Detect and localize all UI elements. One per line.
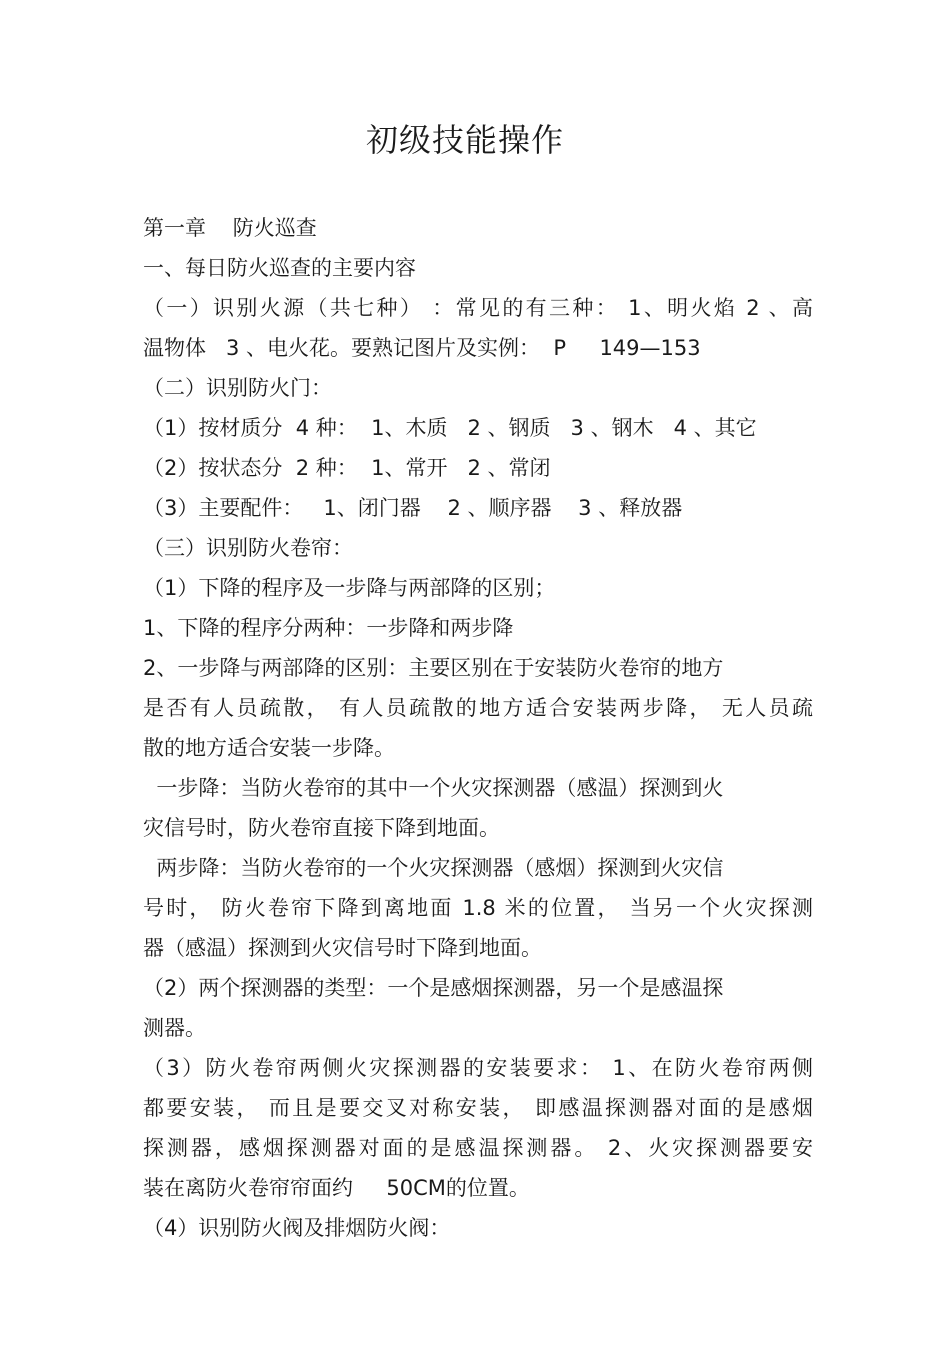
text-line: 温物体 3 、电火花。要熟记图片及实例： P 149—153 [143,336,701,360]
text-line: （1）下降的程序及一步降与两部降的区别； [143,576,556,600]
text-line: 一、每日防火巡查的主要内容 [143,256,416,280]
document-title: 初级技能操作 [365,121,564,159]
text-line: 器（感温）探测到火灾信号时下降到地面。 [143,936,542,960]
text-line: 一步降：当防火卷帘的其中一个火灾探测器（感温）探测到火 [143,776,724,800]
text-line: 灾信号时，防火卷帘直接下降到地面。 [143,816,500,840]
text-line: 号时， 防火卷帘下降到离地面 1.8 米的位置， 当另一个火灾探测 [143,896,813,920]
document-body [143,208,813,1248]
text-line: 测器。 [143,1016,206,1040]
text-line: 2、一步降与两部降的区别：主要区别在于安装防火卷帘的地方 [143,656,724,680]
text-line: （2）两个探测器的类型：一个是感烟探测器，另一个是感温探 [143,976,724,1000]
text-line: 装在离防火卷帘帘面约 50CM的位置。 [143,1176,530,1200]
text-line: 第一章 防火巡查 [143,216,317,240]
text-line: （三）识别防火卷帘： [143,536,353,560]
text-line: （3）主要配件： 1、闭门器 2 、顺序器 3 、释放器 [143,496,683,520]
text-line: （1）按材质分 4 种： 1、木质 2 、钢质 3 、钢木 4 、其它 [143,416,757,440]
text-line: 探测器，感烟探测器对面的是感温探测器。 2、火灾探测器要安 [143,1136,813,1160]
text-line: 是否有人员疏散， 有人员疏散的地方适合安装两步降， 无人员疏 [143,696,813,720]
text-line: （3）防火卷帘两侧火灾探测器的安装要求： 1、在防火卷帘两侧 [143,1056,813,1080]
text-line: 1、下降的程序分两种：一步降和两步降 [143,616,514,640]
text-line: 两步降：当防火卷帘的一个火灾探测器（感烟）探测到火灾信 [143,856,724,880]
text-line: 散的地方适合安装一步降。 [143,736,395,760]
text-line: （2）按状态分 2 种： 1、常开 2 、常闭 [143,456,551,480]
text-line: （二）识别防火门： [143,376,332,400]
text-line: 都要安装， 而且是要交叉对称安装， 即感温探测器对面的是感烟 [143,1096,813,1120]
text-line: （一）识别火源（共七种） ：常见的有三种： 1、明火焰 2 、高 [143,296,813,320]
text-line: （4）识别防火阀及排烟防火阀： [143,1216,451,1240]
